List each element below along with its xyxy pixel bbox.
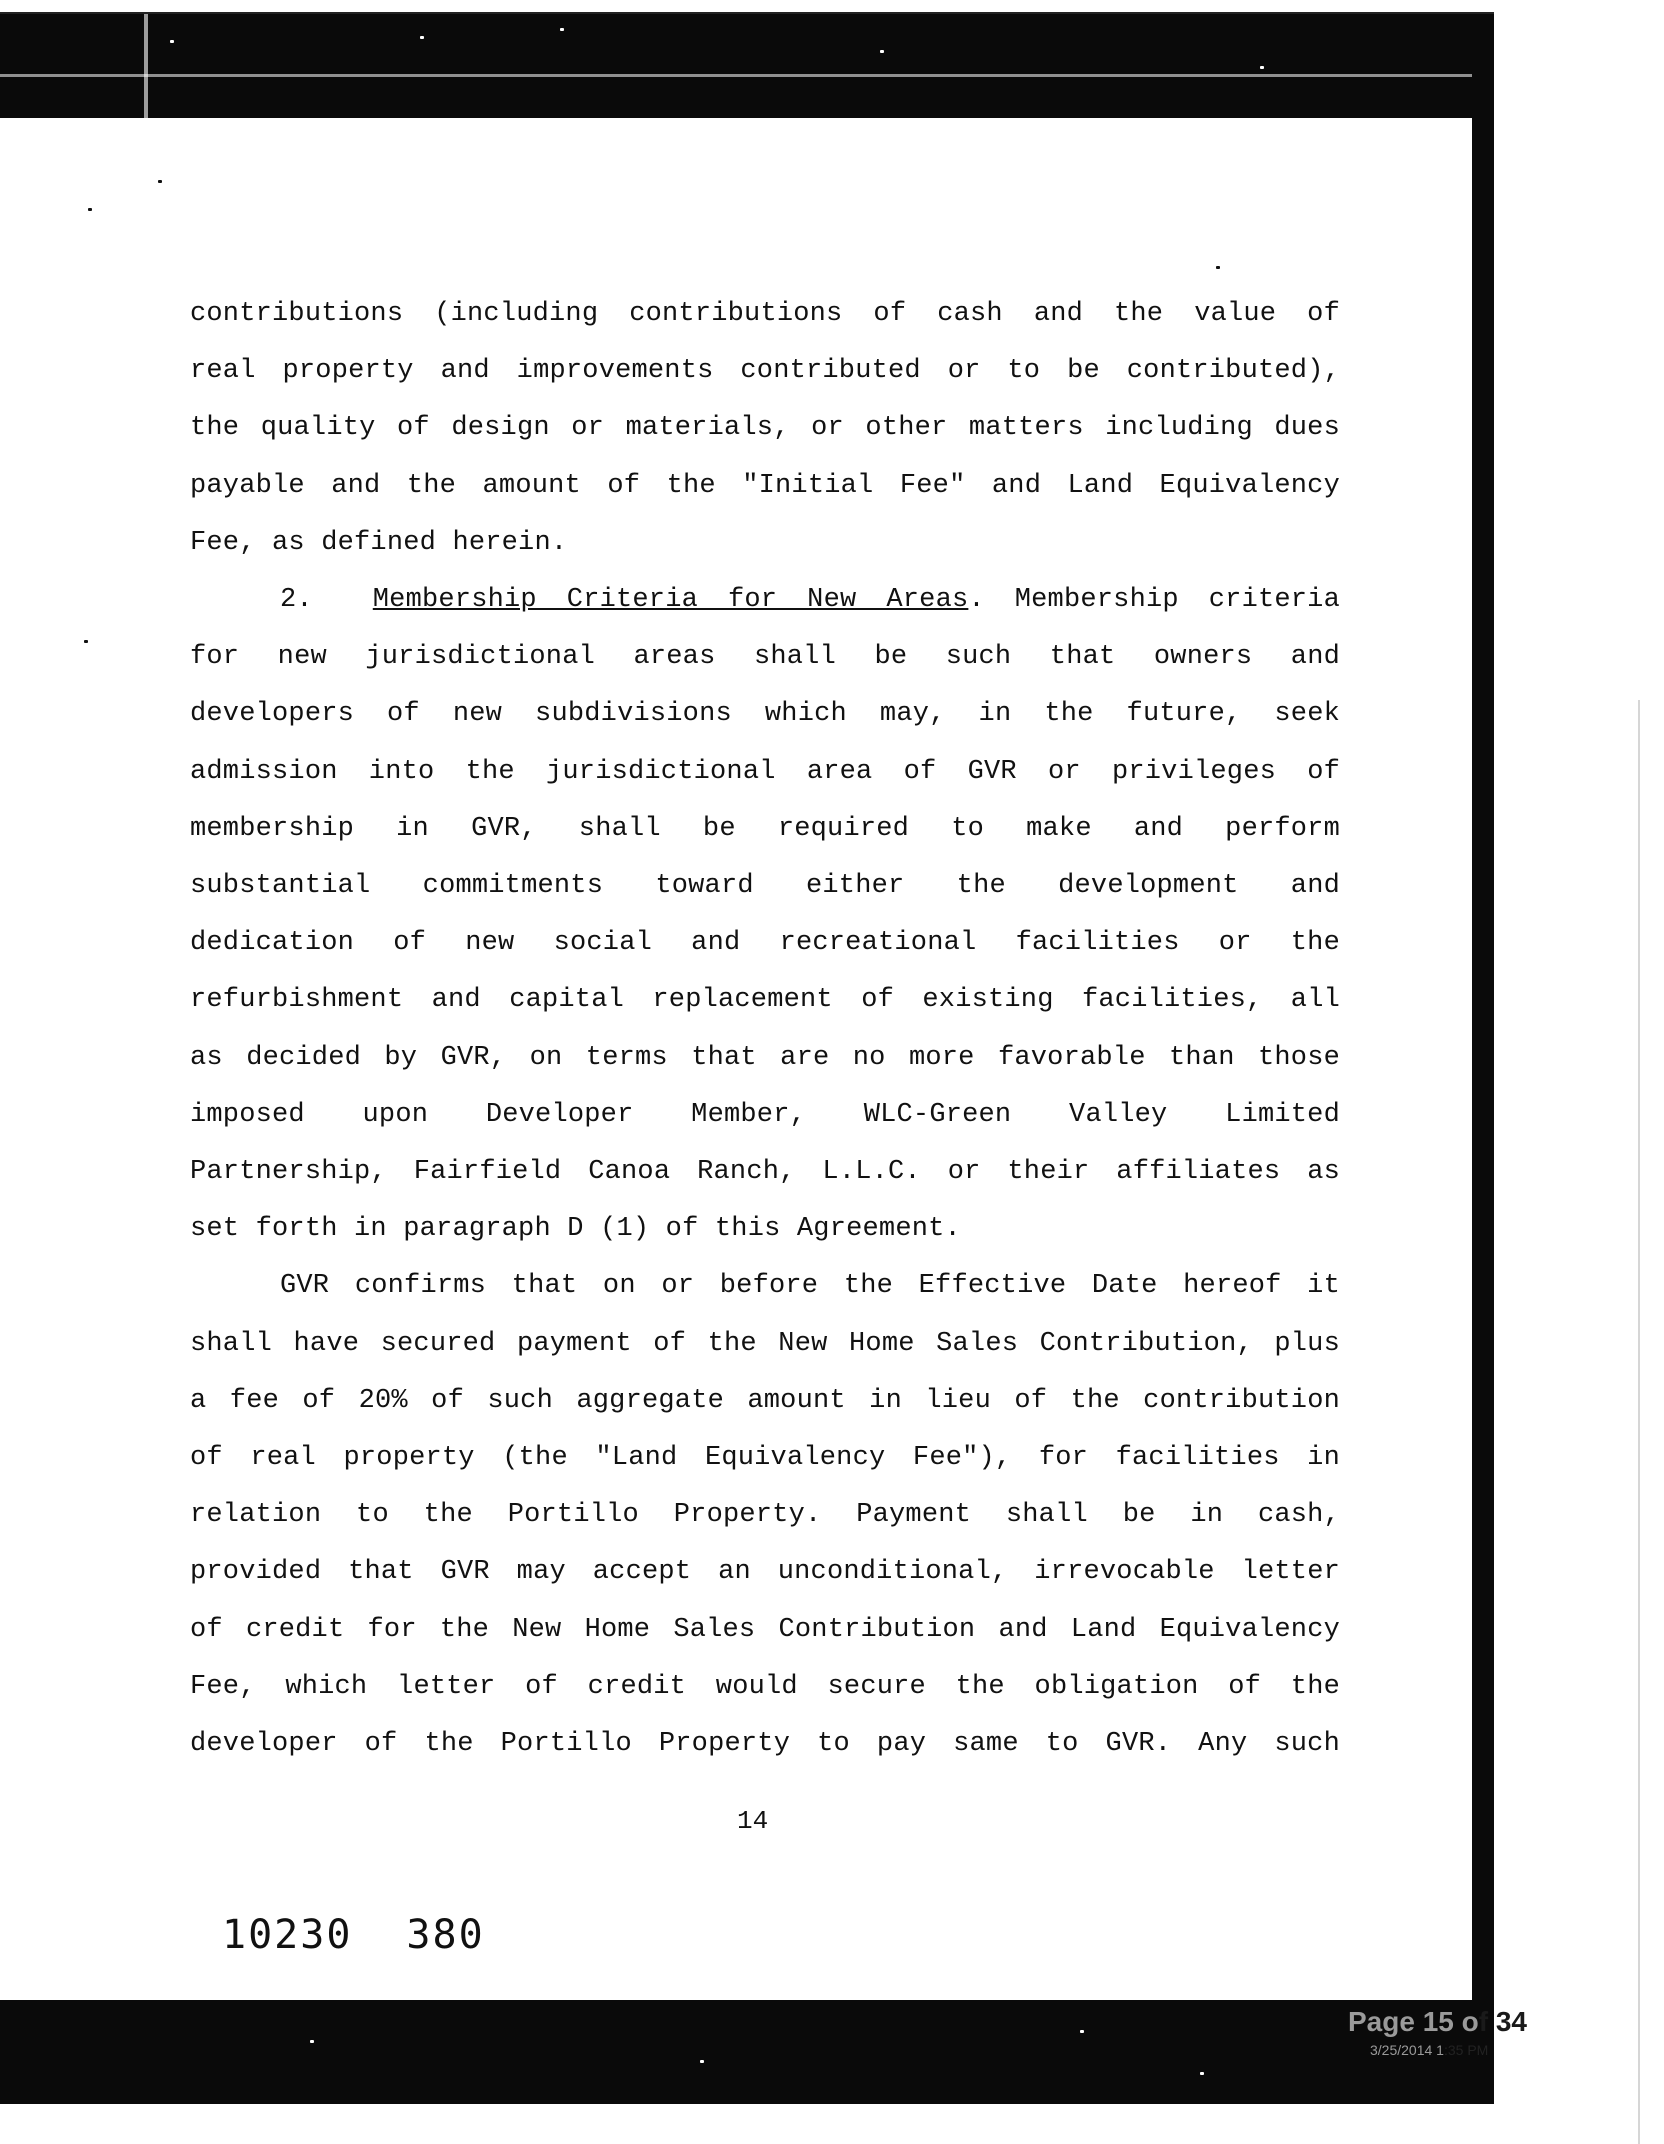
scan-edge-line <box>1638 700 1640 2144</box>
paragraph-line: real property and improvements contributed or to be contributed), <box>190 356 1340 387</box>
scan-speck <box>420 36 424 39</box>
paragraph-line: developer of the Portillo Property to pay same to GVR. Any such <box>190 1729 1340 1760</box>
paragraph-line: for new jurisdictional areas shall be such that owners and <box>190 642 1340 673</box>
paragraph-line: dedication of new social and recreational facilities or the <box>190 928 1340 959</box>
scan-speck <box>88 208 92 211</box>
paragraph-line-text: GVR confirms that on or before the Effective Date hereof it <box>280 1271 1340 1302</box>
scan-speck <box>700 2060 704 2063</box>
scan-speck <box>84 640 88 643</box>
paragraph-line: substantial commitments toward either the development and <box>190 871 1340 902</box>
section-heading: Membership Criteria for New Areas <box>372 585 969 616</box>
paragraph-line: provided that GVR may accept an unconditional, irrevocable letter <box>190 1557 1340 1588</box>
scan-speck <box>170 40 174 43</box>
paragraph-line: payable and the amount of the "Initial Fee" and Land Equivalency <box>190 470 1340 501</box>
scan-speck <box>1080 2030 1084 2033</box>
paragraph-line: shall have secured payment of the New Home Sales Contribution, plus <box>190 1328 1340 1359</box>
paragraph-line: the quality of design or materials, or other matters including dues <box>190 413 1340 444</box>
paragraph-line: refurbishment and capital replacement of existing facilities, all <box>190 985 1340 1016</box>
paragraph-line: set forth in paragraph D (1) of this Agreement. <box>190 1214 961 1245</box>
section-heading-rest: . Membership criteria <box>968 585 1340 616</box>
paragraph-line: membership in GVR, shall be required to make and perform <box>190 813 1340 844</box>
paragraph-line: Partnership, Fairfield Canoa Ranch, L.L.C. or their affiliates as <box>190 1157 1340 1188</box>
document-body <box>190 286 1340 1773</box>
recording-stamp <box>222 1912 485 1958</box>
scan-border-top <box>0 14 1494 118</box>
scan-border-right <box>1472 14 1494 2004</box>
section-heading-line <box>190 572 1340 629</box>
paragraph-line: a fee of 20% of such aggregate amount in lieu of the contribution <box>190 1385 1340 1416</box>
scan-speck <box>1260 66 1264 69</box>
fax-time-prefix: 3/25/2014 1 <box>1370 2042 1444 2058</box>
scan-speck <box>1216 266 1220 269</box>
paragraph-first-line <box>190 1258 1340 1315</box>
paragraph-line: Fee, as defined herein. <box>190 527 568 558</box>
paragraph-line: relation to the Portillo Property. Payment shall be in cash, <box>190 1500 1340 1531</box>
fax-time-suffix: :35 PM <box>1443 2042 1489 2058</box>
paragraph-line: of credit for the New Home Sales Contribution and Land Equivalency <box>190 1614 1340 1645</box>
paragraph-line: admission into the jurisdictional area of GVR or privileges of <box>190 756 1340 787</box>
fax-page-counter <box>1348 2006 1527 2038</box>
paragraph-line: Fee, which letter of credit would secure the obligation of the <box>190 1671 1340 1702</box>
paragraph-line: developers of new subdivisions which may, in the future, seek <box>190 699 1340 730</box>
paragraph-line: of real property (the "Land Equivalency Fee"), for facilities in <box>190 1443 1340 1474</box>
scan-speck <box>560 28 564 31</box>
fax-page-suffix: f 34 <box>1478 2006 1527 2037</box>
paragraph-line: contributions (including contributions of cash and the value of <box>190 299 1340 329</box>
scan-speck <box>1200 2072 1204 2075</box>
paragraph-line: imposed upon Developer Member, WLC-Green Valley Limited <box>190 1099 1340 1130</box>
paragraph-line: as decided by GVR, on terms that are no more favorable than those <box>190 1042 1340 1073</box>
fax-page-prefix: Page 15 o <box>1348 2006 1479 2037</box>
scan-border-highlight <box>0 74 1494 77</box>
scan-speck <box>310 2040 314 2043</box>
scan-border-bottom <box>0 2000 1494 2104</box>
scan-speck <box>158 180 162 183</box>
page-number: 14 <box>737 1806 769 1836</box>
fax-timestamp <box>1370 2042 1488 2058</box>
stamp-page-number: 380 <box>406 1912 485 1958</box>
scan-speck <box>880 50 884 53</box>
scan-border-divider <box>144 14 148 118</box>
stamp-book-number: 10230 <box>222 1912 353 1958</box>
section-number: 2. <box>280 585 313 616</box>
